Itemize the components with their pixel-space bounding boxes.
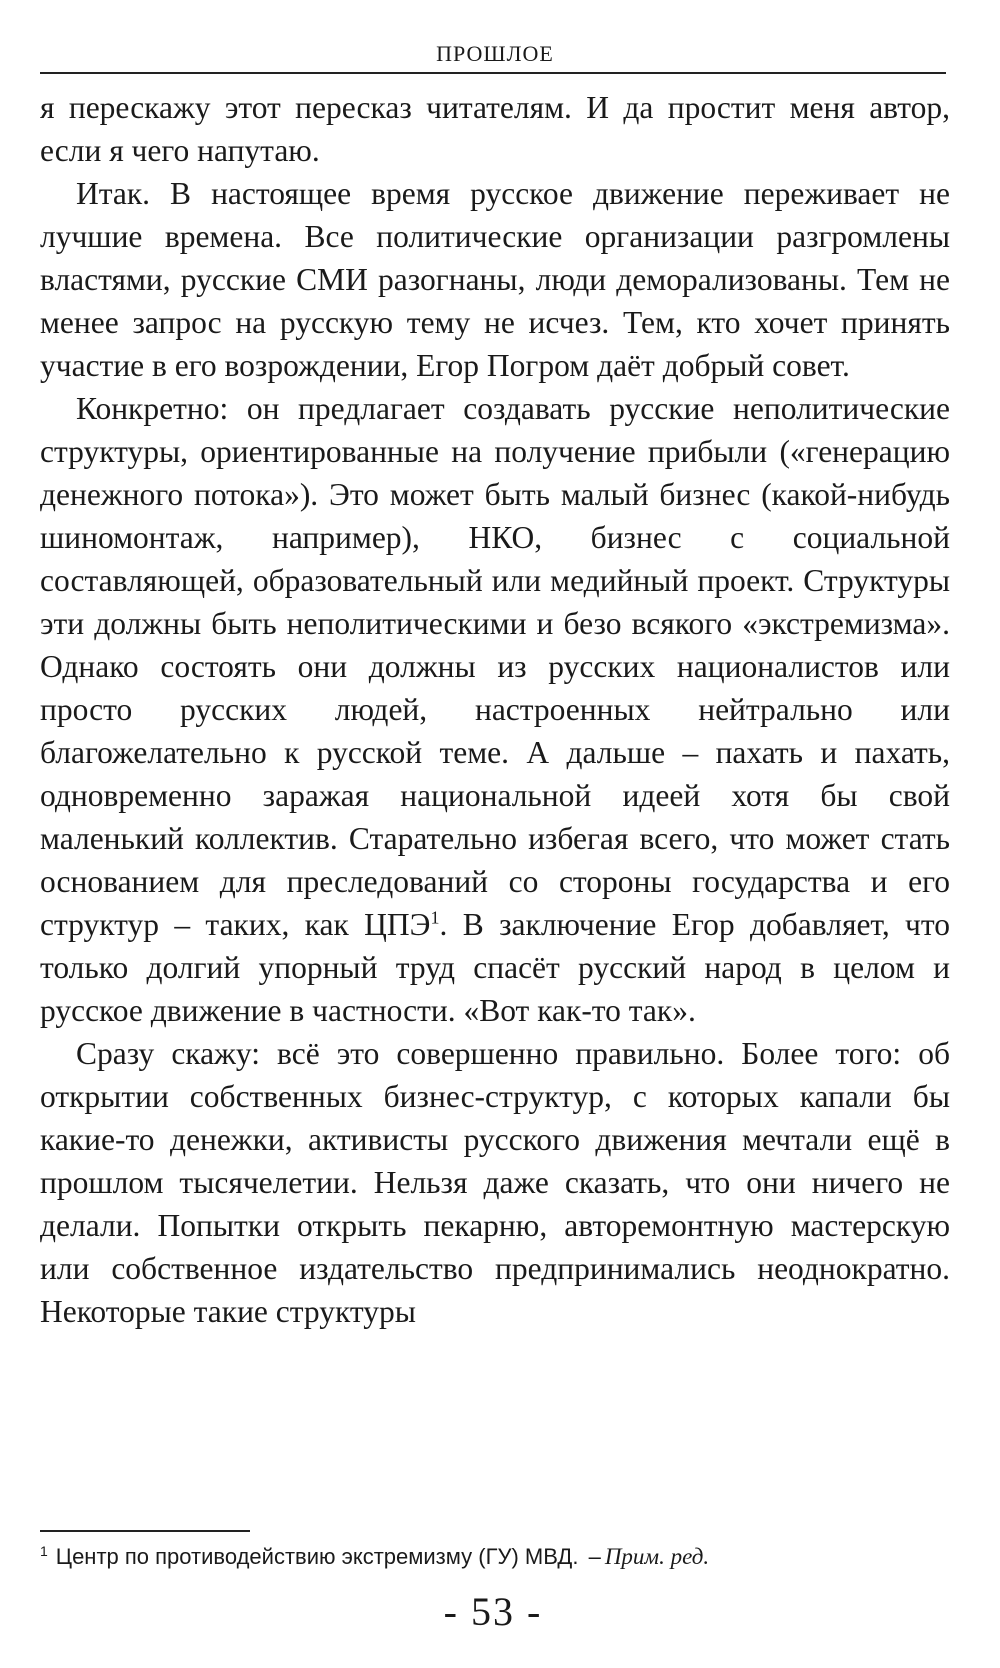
paragraph-2 [40,172,950,387]
body-text [40,86,950,1333]
running-head: ПРОШЛОЕ [436,41,554,66]
footnote-rule [40,1530,250,1532]
paragraph-1 [40,86,950,172]
footnote [40,1542,946,1572]
paragraph-2-text: Итак. В настоящее время русское движение переживает не лучшие времена. Все политические организации разгромлены властями, русские СМИ разогнаны, люди деморализованы. Тем не менее запрос на русскую тему не исчез. Тем, кто хочет принять участие в его возрождении, Егор Погром даёт добрый совет. [40,176,950,383]
paragraph-1-text: я перескажу этот пересказ читателям. И да простит меня автор, если я чего напутаю. [40,90,950,168]
page-number: - 53 - [443,1589,543,1634]
paragraph-4-text: Сразу скажу: всё это совершенно правильно. Более того: об открытии собственных бизнес-структур, с которых капали бы какие-то денежки, активисты русского движения мечтали ещё в прошлом тысячелетии. Нельзя даже сказать, что они ничего не делали. Попытки открыть пекарню, авторемонтную мастерскую или собственное издательство предпринимались неоднократно. Некоторые такие структуры [40,1036,950,1329]
book-page [40,40,950,1640]
editor-note: Прим. ред. [604,1544,710,1569]
paragraph-4 [40,1032,950,1333]
footnote-reference: 1 [430,907,440,928]
footnote-text: Центр по противодействию экстремизму (ГУ) МВД. [55,1544,579,1569]
paragraph-3-text-after-note: . В заключение Егор добавляет, что только долгий упорный труд спасёт русский народ в целом и русское движение в частности. «Вот как-то так». [40,907,950,1028]
paragraph-3-text-before-note: Конкретно: он предлагает создавать русские неполитические структуры, ориентированные на получение прибыли («генерацию денежного потока»). Это может быть малый бизнес (какой-нибудь шиномонтаж, например), НКО, бизнес с социальной составляющей, образовательный или медийный проект. Структуры эти должны быть неполитическими и безо всякого «экстремизма». Однако состоять они должны из русских националистов или просто русских людей, настроенных нейтрально или благожелательно к русской теме. А дальше – пахать и пахать, одновременно заражая национальной идеей хотя бы свой маленький коллектив. Старательно избегая всего, что может стать основанием для преследований со стороны государства и его структур – таких, как ЦПЭ [40,391,950,942]
footnote-dash: – [588,1544,601,1569]
footnote-mark: 1 [40,1542,48,1559]
header-rule [40,72,946,74]
paragraph-3 [40,387,950,1032]
